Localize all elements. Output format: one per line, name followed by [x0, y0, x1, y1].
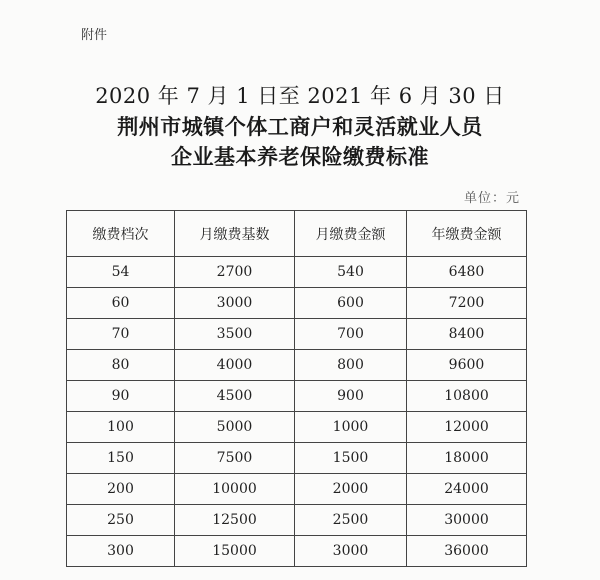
table-row	[67, 536, 527, 567]
cell-monthly-amount: 1500	[295, 443, 407, 474]
cell-monthly-amount: 600	[295, 288, 407, 319]
table-row	[67, 443, 527, 474]
cell-monthly-base: 2700	[175, 257, 295, 288]
cell-monthly-base: 7500	[175, 443, 295, 474]
cell-tier: 100	[67, 412, 175, 443]
cell-annual-amount: 8400	[407, 319, 527, 350]
title-standard: 企业基本养老保险缴费标准	[171, 144, 429, 169]
cell-monthly-amount: 800	[295, 350, 407, 381]
header-monthly-amount: 月缴费金额	[295, 211, 407, 257]
cell-tier: 90	[67, 381, 175, 412]
cell-tier: 70	[67, 319, 175, 350]
cell-annual-amount: 9600	[407, 350, 527, 381]
cell-monthly-amount: 900	[295, 381, 407, 412]
cell-annual-amount: 10800	[407, 381, 527, 412]
table-row	[67, 381, 527, 412]
cell-tier: 80	[67, 350, 175, 381]
table-row	[67, 412, 527, 443]
cell-tier: 300	[67, 536, 175, 567]
table-row	[67, 257, 527, 288]
cell-monthly-base: 3000	[175, 288, 295, 319]
cell-monthly-base: 12500	[175, 505, 295, 536]
cell-tier: 150	[67, 443, 175, 474]
cell-monthly-amount: 700	[295, 319, 407, 350]
table-header-row	[67, 211, 527, 257]
cell-annual-amount: 7200	[407, 288, 527, 319]
cell-monthly-amount: 540	[295, 257, 407, 288]
attachment-label: 附件	[81, 28, 108, 43]
header-annual-amount: 年缴费金额	[407, 211, 527, 257]
cell-annual-amount: 12000	[407, 412, 527, 443]
cell-annual-amount: 30000	[407, 505, 527, 536]
table-row	[67, 288, 527, 319]
header-contribution-tier: 缴费档次	[67, 211, 175, 257]
cell-monthly-base: 3500	[175, 319, 295, 350]
fee-standard-table	[66, 210, 527, 567]
cell-monthly-amount: 3000	[295, 536, 407, 567]
unit-label: 单位：元	[463, 191, 520, 206]
cell-tier: 200	[67, 474, 175, 505]
header-monthly-base: 月缴费基数	[175, 211, 295, 257]
cell-tier: 60	[67, 288, 175, 319]
cell-monthly-base: 5000	[175, 412, 295, 443]
cell-monthly-base: 4500	[175, 381, 295, 412]
cell-monthly-amount: 2000	[295, 474, 407, 505]
cell-annual-amount: 6480	[407, 257, 527, 288]
cell-tier: 54	[67, 257, 175, 288]
table-row	[67, 505, 527, 536]
cell-monthly-base: 4000	[175, 350, 295, 381]
table-row	[67, 474, 527, 505]
cell-annual-amount: 18000	[407, 443, 527, 474]
title-subject: 荆州市城镇个体工商户和灵活就业人员	[117, 114, 483, 139]
title-date-range: 2020 年 7 月 1 日至 2021 年 6 月 30 日	[95, 84, 505, 108]
cell-monthly-base: 10000	[175, 474, 295, 505]
cell-tier: 250	[67, 505, 175, 536]
table-row	[67, 350, 527, 381]
table-row	[67, 319, 527, 350]
cell-annual-amount: 24000	[407, 474, 527, 505]
cell-monthly-amount: 1000	[295, 412, 407, 443]
cell-annual-amount: 36000	[407, 536, 527, 567]
cell-monthly-base: 15000	[175, 536, 295, 567]
cell-monthly-amount: 2500	[295, 505, 407, 536]
